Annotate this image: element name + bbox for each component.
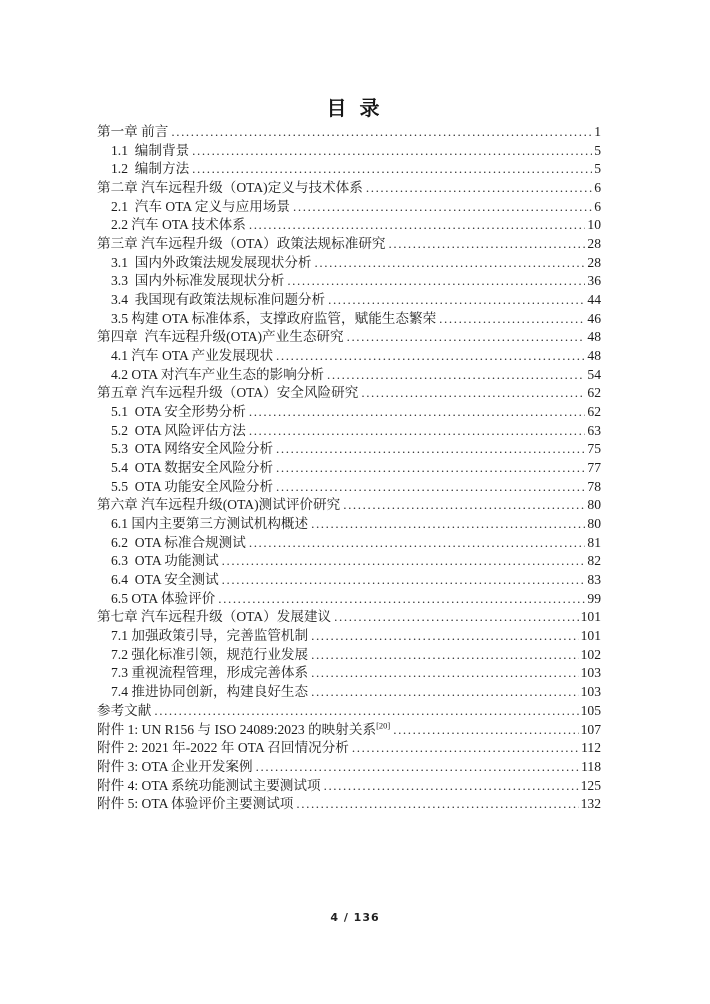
toc-leader-dots [293, 198, 592, 217]
toc-entry-page: 125 [580, 777, 601, 793]
toc-entry[interactable] [97, 777, 601, 796]
toc-entry-label: 4.2 OTA 对汽车产业生态的影响分析 [111, 366, 325, 382]
page-title: 目 录 [326, 98, 384, 120]
toc-entry[interactable] [97, 366, 601, 385]
toc-entry-label: 3.4 我国现有政策法规标准问题分析 [111, 292, 326, 308]
toc-leader-dots [218, 590, 585, 609]
toc-entry-label: 1.1 编制背景 [111, 142, 190, 158]
toc-entry-label: 第一章 前言 [97, 124, 169, 139]
toc-entry-page: 82 [587, 553, 601, 569]
toc-entry-label: 2.2 汽车 OTA 技术体系 [111, 217, 246, 233]
toc-leader-dots [296, 795, 578, 814]
toc-entry[interactable] [97, 721, 601, 740]
toc-entry[interactable] [97, 739, 601, 758]
toc-leader-dots [393, 721, 578, 740]
toc-entry[interactable] [97, 478, 601, 497]
toc-leader-dots [171, 123, 592, 142]
toc-entry[interactable] [97, 702, 601, 721]
toc-leader-dots [311, 683, 579, 702]
toc-entry-label: 3.3 国内外标准发展现状分析 [111, 273, 285, 289]
toc-entry-page: 63 [587, 422, 601, 438]
toc-entry[interactable] [97, 571, 601, 590]
toc-entry-page: 48 [587, 348, 601, 364]
toc-entry[interactable] [97, 552, 601, 571]
toc-entry[interactable] [97, 235, 601, 254]
toc-entry-label: 3.5 构建 OTA 标准体系，支撑政府监管，赋能生态繁荣 [111, 310, 437, 326]
toc-entry[interactable] [97, 646, 601, 665]
toc-leader-dots [324, 777, 579, 796]
toc-leader-dots [222, 571, 586, 590]
toc-leader-dots [334, 608, 578, 627]
toc-leader-dots [389, 235, 586, 254]
toc-leader-dots [352, 739, 579, 758]
toc-entry[interactable] [97, 534, 601, 553]
toc-entry-page: 77 [587, 460, 601, 476]
toc-entry[interactable] [97, 198, 601, 217]
toc-entry-page: 44 [587, 292, 601, 308]
toc-entry-page: 101 [580, 609, 601, 625]
toc-entry-page: 5 [594, 161, 601, 177]
toc-entry-page: 6 [594, 180, 601, 196]
toc-leader-dots [276, 478, 585, 497]
toc-entry-page: 83 [587, 572, 601, 588]
toc-leader-dots [311, 515, 585, 534]
toc-leader-dots [366, 179, 592, 198]
toc-entry-page: 80 [587, 497, 601, 513]
toc-entry-page: 105 [580, 702, 601, 718]
toc-entry-page: 48 [587, 329, 601, 345]
toc-leader-dots [276, 440, 585, 459]
toc-entry-label: 第七章 汽车远程升级（OTA）发展建议 [97, 609, 332, 625]
toc-entry-page: 6 [594, 198, 601, 214]
toc-leader-dots [311, 627, 579, 646]
toc-leader-dots [328, 291, 585, 310]
toc-entry-label: 6.2 OTA 标准合规测试 [111, 534, 246, 550]
toc-entry-page: 112 [581, 740, 601, 756]
toc-entry-label: 第四章 汽车远程升级(OTA)产业生态研究 [97, 329, 344, 345]
toc-entry-page: 132 [580, 796, 601, 812]
toc-entry[interactable] [97, 310, 601, 329]
toc-entry-label: 7.3 重视流程管理，形成完善体系 [111, 665, 309, 681]
toc-entry-label: 第三章 汽车远程升级（OTA）政策法规标准研究 [97, 236, 386, 252]
toc-leader-dots [256, 758, 579, 777]
toc-entry-label: 第五章 汽车远程升级（OTA）安全风险研究 [97, 385, 359, 401]
toc-leader-dots [327, 366, 585, 385]
toc-entry-page: 54 [587, 366, 601, 382]
toc-leader-dots [249, 403, 586, 422]
toc-entry-label: 5.5 OTA 功能安全风险分析 [111, 478, 274, 494]
toc-entry-page: 28 [587, 254, 601, 270]
toc-leader-dots [343, 496, 585, 515]
toc-entry-label: 4.1 汽车 OTA 产业发展现状 [111, 348, 274, 364]
toc-entry-label: 附件 5: OTA 体验评价主要测试项 [97, 796, 294, 812]
toc-entry[interactable] [97, 254, 601, 273]
toc-leader-dots [154, 702, 578, 721]
toc-entry[interactable] [97, 142, 601, 161]
toc-entry-label: 5.3 OTA 网络安全风险分析 [111, 441, 274, 457]
toc-entry-label: 5.2 OTA 风险评估方法 [111, 422, 246, 438]
toc-leader-dots [249, 534, 586, 553]
toc-leader-dots [222, 552, 586, 571]
toc-list [97, 123, 601, 814]
toc-entry[interactable] [97, 384, 601, 403]
toc-entry[interactable] [97, 459, 601, 478]
toc-entry[interactable] [97, 664, 601, 683]
toc-entry-page: 28 [587, 236, 601, 252]
toc-entry[interactable] [97, 123, 601, 142]
toc-entry-label: 第二章 汽车远程升级（OTA)定义与技术体系 [97, 180, 363, 196]
toc-entry-page: 101 [580, 628, 601, 644]
toc-entry-label: 6.3 OTA 功能测试 [111, 553, 219, 569]
toc-entry-page: 75 [587, 441, 601, 457]
toc-entry-label: 2.1 汽车 OTA 定义与应用场景 [111, 198, 291, 214]
toc-entry-page: 36 [587, 273, 601, 289]
toc-entry-page: 118 [581, 758, 601, 774]
toc-entry-label: 附件 4: OTA 系统功能测试主要测试项 [97, 777, 321, 793]
toc-entry-page: 102 [580, 646, 601, 662]
toc-entry-page: 103 [580, 665, 601, 681]
toc-leader-dots [315, 254, 586, 273]
toc-entry-page: 107 [580, 721, 601, 737]
toc-entry[interactable] [97, 291, 601, 310]
toc-entry-label: 6.1 国内主要第三方测试机构概述 [111, 516, 309, 532]
toc-entry[interactable] [97, 608, 601, 627]
toc-entry[interactable] [97, 272, 601, 291]
toc-leader-dots [361, 384, 585, 403]
toc-leader-dots [287, 272, 585, 291]
toc-entry[interactable] [97, 590, 601, 609]
toc-entry-page: 46 [587, 310, 601, 326]
toc-entry-page: 5 [594, 142, 601, 158]
toc-leader-dots [347, 328, 586, 347]
toc-entry-label: 6.4 OTA 安全测试 [111, 572, 219, 588]
toc-entry-page: 80 [587, 516, 601, 532]
toc-leader-dots [192, 142, 592, 161]
toc-entry[interactable] [97, 160, 601, 179]
toc-entry[interactable] [97, 403, 601, 422]
toc-entry[interactable] [97, 795, 601, 814]
toc-entry[interactable] [97, 515, 601, 534]
toc-entry-label: 5.4 OTA 数据安全风险分析 [111, 460, 274, 476]
toc-entry-page: 10 [587, 217, 601, 233]
toc-entry[interactable] [97, 347, 601, 366]
toc-entry-label: 6.5 OTA 体验评价 [111, 590, 216, 606]
toc-entry-label: 第六章 汽车远程升级(OTA)测试评价研究 [97, 497, 341, 513]
page-number-indicator: 4 / 136 [330, 911, 380, 924]
toc-leader-dots [276, 459, 585, 478]
toc-leader-dots [249, 422, 586, 441]
toc-entry[interactable] [97, 683, 601, 702]
toc-leader-dots [311, 664, 579, 683]
toc-leader-dots [439, 310, 585, 329]
toc-entry-label: 7.4 推进协同创新，构建良好生态 [111, 684, 309, 700]
toc-entry-label: 附件 3: OTA 企业开发案例 [97, 758, 253, 774]
toc-entry-page: 62 [587, 404, 601, 420]
toc-entry-page: 103 [580, 684, 601, 700]
toc-entry[interactable] [97, 440, 601, 459]
toc-entry[interactable] [97, 328, 601, 347]
toc-entry[interactable] [97, 496, 601, 515]
toc-entry-label: 7.1 加强政策引导，完善监管机制 [111, 628, 309, 644]
toc-leader-dots [249, 216, 586, 235]
toc-entry-page: 1 [594, 124, 601, 139]
toc-leader-dots [192, 160, 592, 179]
toc-entry-label: 7.2 强化标准引领，规范行业发展 [111, 646, 309, 662]
toc-entry-label: 1.2 编制方法 [111, 161, 190, 177]
toc-entry[interactable] [97, 758, 601, 777]
toc-entry-label: 5.1 OTA 安全形势分析 [111, 404, 246, 420]
toc-entry-label: 参考文献 [97, 702, 152, 718]
toc-entry-page: 62 [587, 385, 601, 401]
toc-leader-dots [311, 646, 579, 665]
toc-entry[interactable] [97, 422, 601, 441]
toc-entry-label: 3.1 国内外政策法规发展现状分析 [111, 254, 312, 270]
toc-entry[interactable] [97, 216, 601, 235]
toc-entry[interactable] [97, 627, 601, 646]
toc-entry-label: 附件 1: UN R156 与 ISO 24089:2023 的映射关系[20] [97, 719, 391, 737]
toc-leader-dots [276, 347, 585, 366]
toc-entry-page: 99 [587, 590, 601, 606]
toc-entry[interactable] [97, 179, 601, 198]
toc-entry-label: 附件 2: 2021 年-2022 年 OTA 召回情况分析 [97, 740, 349, 756]
toc-entry-page: 78 [587, 478, 601, 494]
toc-entry-page: 81 [587, 534, 601, 550]
